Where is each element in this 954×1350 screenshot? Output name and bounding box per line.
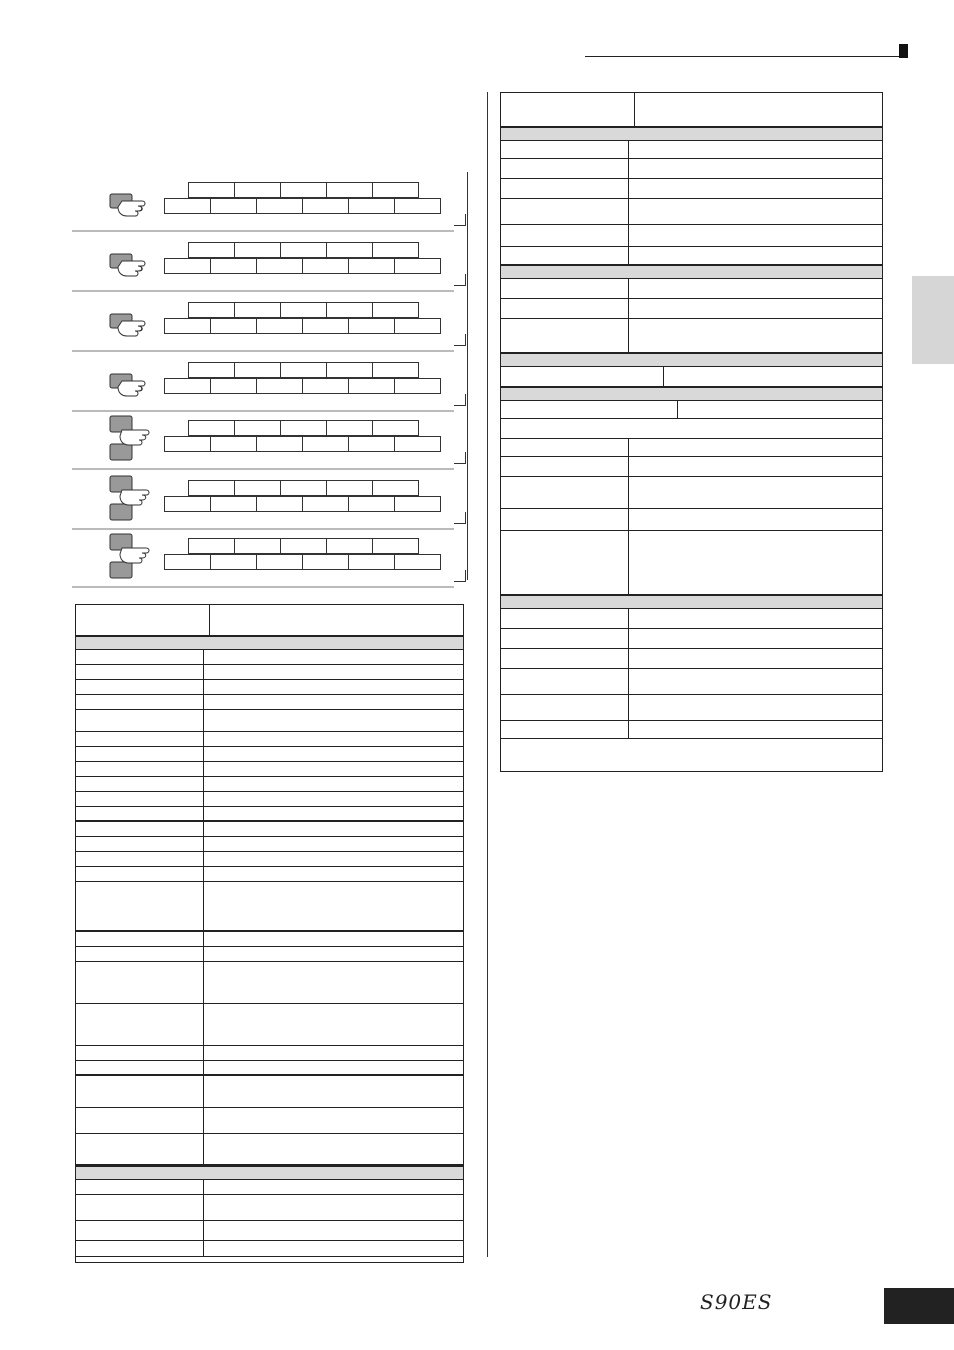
table-row xyxy=(501,141,882,159)
table-row xyxy=(76,732,463,747)
header-rule xyxy=(585,56,899,57)
bracket-tick xyxy=(454,512,466,524)
table-row xyxy=(76,1241,463,1257)
table-row xyxy=(501,629,882,649)
diagram-row xyxy=(72,410,452,470)
segment-bar xyxy=(164,538,440,570)
table-row xyxy=(501,531,882,595)
table-row xyxy=(76,822,463,837)
table-row xyxy=(76,1180,463,1195)
table-row xyxy=(76,837,463,852)
segment-bar xyxy=(164,302,440,334)
pointing-hand-icon xyxy=(108,366,160,402)
table-row xyxy=(76,695,463,710)
bracket-tick xyxy=(454,394,466,406)
section-band xyxy=(76,1166,463,1180)
table-row xyxy=(501,159,882,179)
segment-bar xyxy=(164,480,440,512)
table-row xyxy=(76,1221,463,1241)
table-row xyxy=(501,367,882,387)
parameter-table-right xyxy=(500,92,883,772)
pointing-hand-icon xyxy=(108,306,160,342)
table-row xyxy=(76,1076,463,1108)
segment-bar xyxy=(164,242,440,274)
table-row xyxy=(501,695,882,721)
diagram-bracket-line xyxy=(467,172,468,580)
section-band xyxy=(76,636,463,650)
section-band xyxy=(501,387,882,401)
table-row xyxy=(76,792,463,807)
table-row xyxy=(76,747,463,762)
table-row xyxy=(76,867,463,882)
table-row xyxy=(76,962,463,1004)
diagram-row xyxy=(72,172,452,232)
section-band xyxy=(501,127,882,141)
table-header xyxy=(76,605,463,636)
table-row xyxy=(76,710,463,732)
table-row xyxy=(501,457,882,477)
bracket-tick xyxy=(454,334,466,346)
table-row xyxy=(501,419,882,439)
bracket-tick xyxy=(454,452,466,464)
table-header xyxy=(501,93,882,127)
segment-bar xyxy=(164,362,440,394)
segment-bar xyxy=(164,420,440,452)
table-row xyxy=(76,680,463,695)
table-row xyxy=(501,721,882,739)
bracket-tick xyxy=(454,570,466,582)
table-row xyxy=(76,777,463,792)
table-row xyxy=(501,509,882,531)
pointing-hand-icon xyxy=(108,186,160,222)
section-band xyxy=(501,265,882,279)
diagram-row xyxy=(72,470,452,530)
diagram-row xyxy=(72,528,452,588)
table-row xyxy=(76,947,463,962)
table-row xyxy=(76,1195,463,1221)
table-row xyxy=(76,852,463,867)
table-row xyxy=(501,247,882,265)
table-row xyxy=(501,279,882,299)
diagram-row xyxy=(72,352,452,412)
table-row xyxy=(76,1108,463,1134)
row-separator xyxy=(72,586,454,588)
table-row xyxy=(76,1134,463,1166)
table-row xyxy=(76,1061,463,1076)
table-row xyxy=(501,669,882,695)
table-row xyxy=(76,650,463,665)
pointing-hand-two-buttons-icon xyxy=(108,412,160,466)
table-row xyxy=(76,932,463,947)
table-row xyxy=(501,401,882,419)
table-row xyxy=(501,477,882,509)
page-number-tab xyxy=(884,1288,954,1324)
table-row xyxy=(501,439,882,457)
table-row xyxy=(76,665,463,680)
header-page-marker xyxy=(899,44,908,58)
table-row xyxy=(76,807,463,822)
table-row xyxy=(501,179,882,199)
table-row xyxy=(76,1046,463,1061)
parameter-table-left xyxy=(75,604,464,1263)
table-row xyxy=(76,882,463,932)
diagram-row xyxy=(72,292,452,352)
table-row xyxy=(76,762,463,777)
table-row xyxy=(501,319,882,353)
table-row xyxy=(501,609,882,629)
segment-bar xyxy=(164,182,440,214)
table-row xyxy=(76,1004,463,1046)
column-divider xyxy=(487,92,488,1257)
chapter-side-tab xyxy=(912,276,954,364)
section-band xyxy=(501,595,882,609)
table-row xyxy=(501,649,882,669)
bracket-tick xyxy=(454,214,466,226)
diagram-row xyxy=(72,232,452,292)
pointing-hand-icon xyxy=(108,246,160,282)
table-row xyxy=(501,225,882,247)
pointing-hand-two-buttons-icon xyxy=(108,530,160,584)
product-logo: S90ES xyxy=(700,1290,773,1314)
table-row xyxy=(501,299,882,319)
section-band xyxy=(501,353,882,367)
table-row xyxy=(501,199,882,225)
pointing-hand-two-buttons-icon xyxy=(108,472,160,526)
bracket-tick xyxy=(454,274,466,286)
